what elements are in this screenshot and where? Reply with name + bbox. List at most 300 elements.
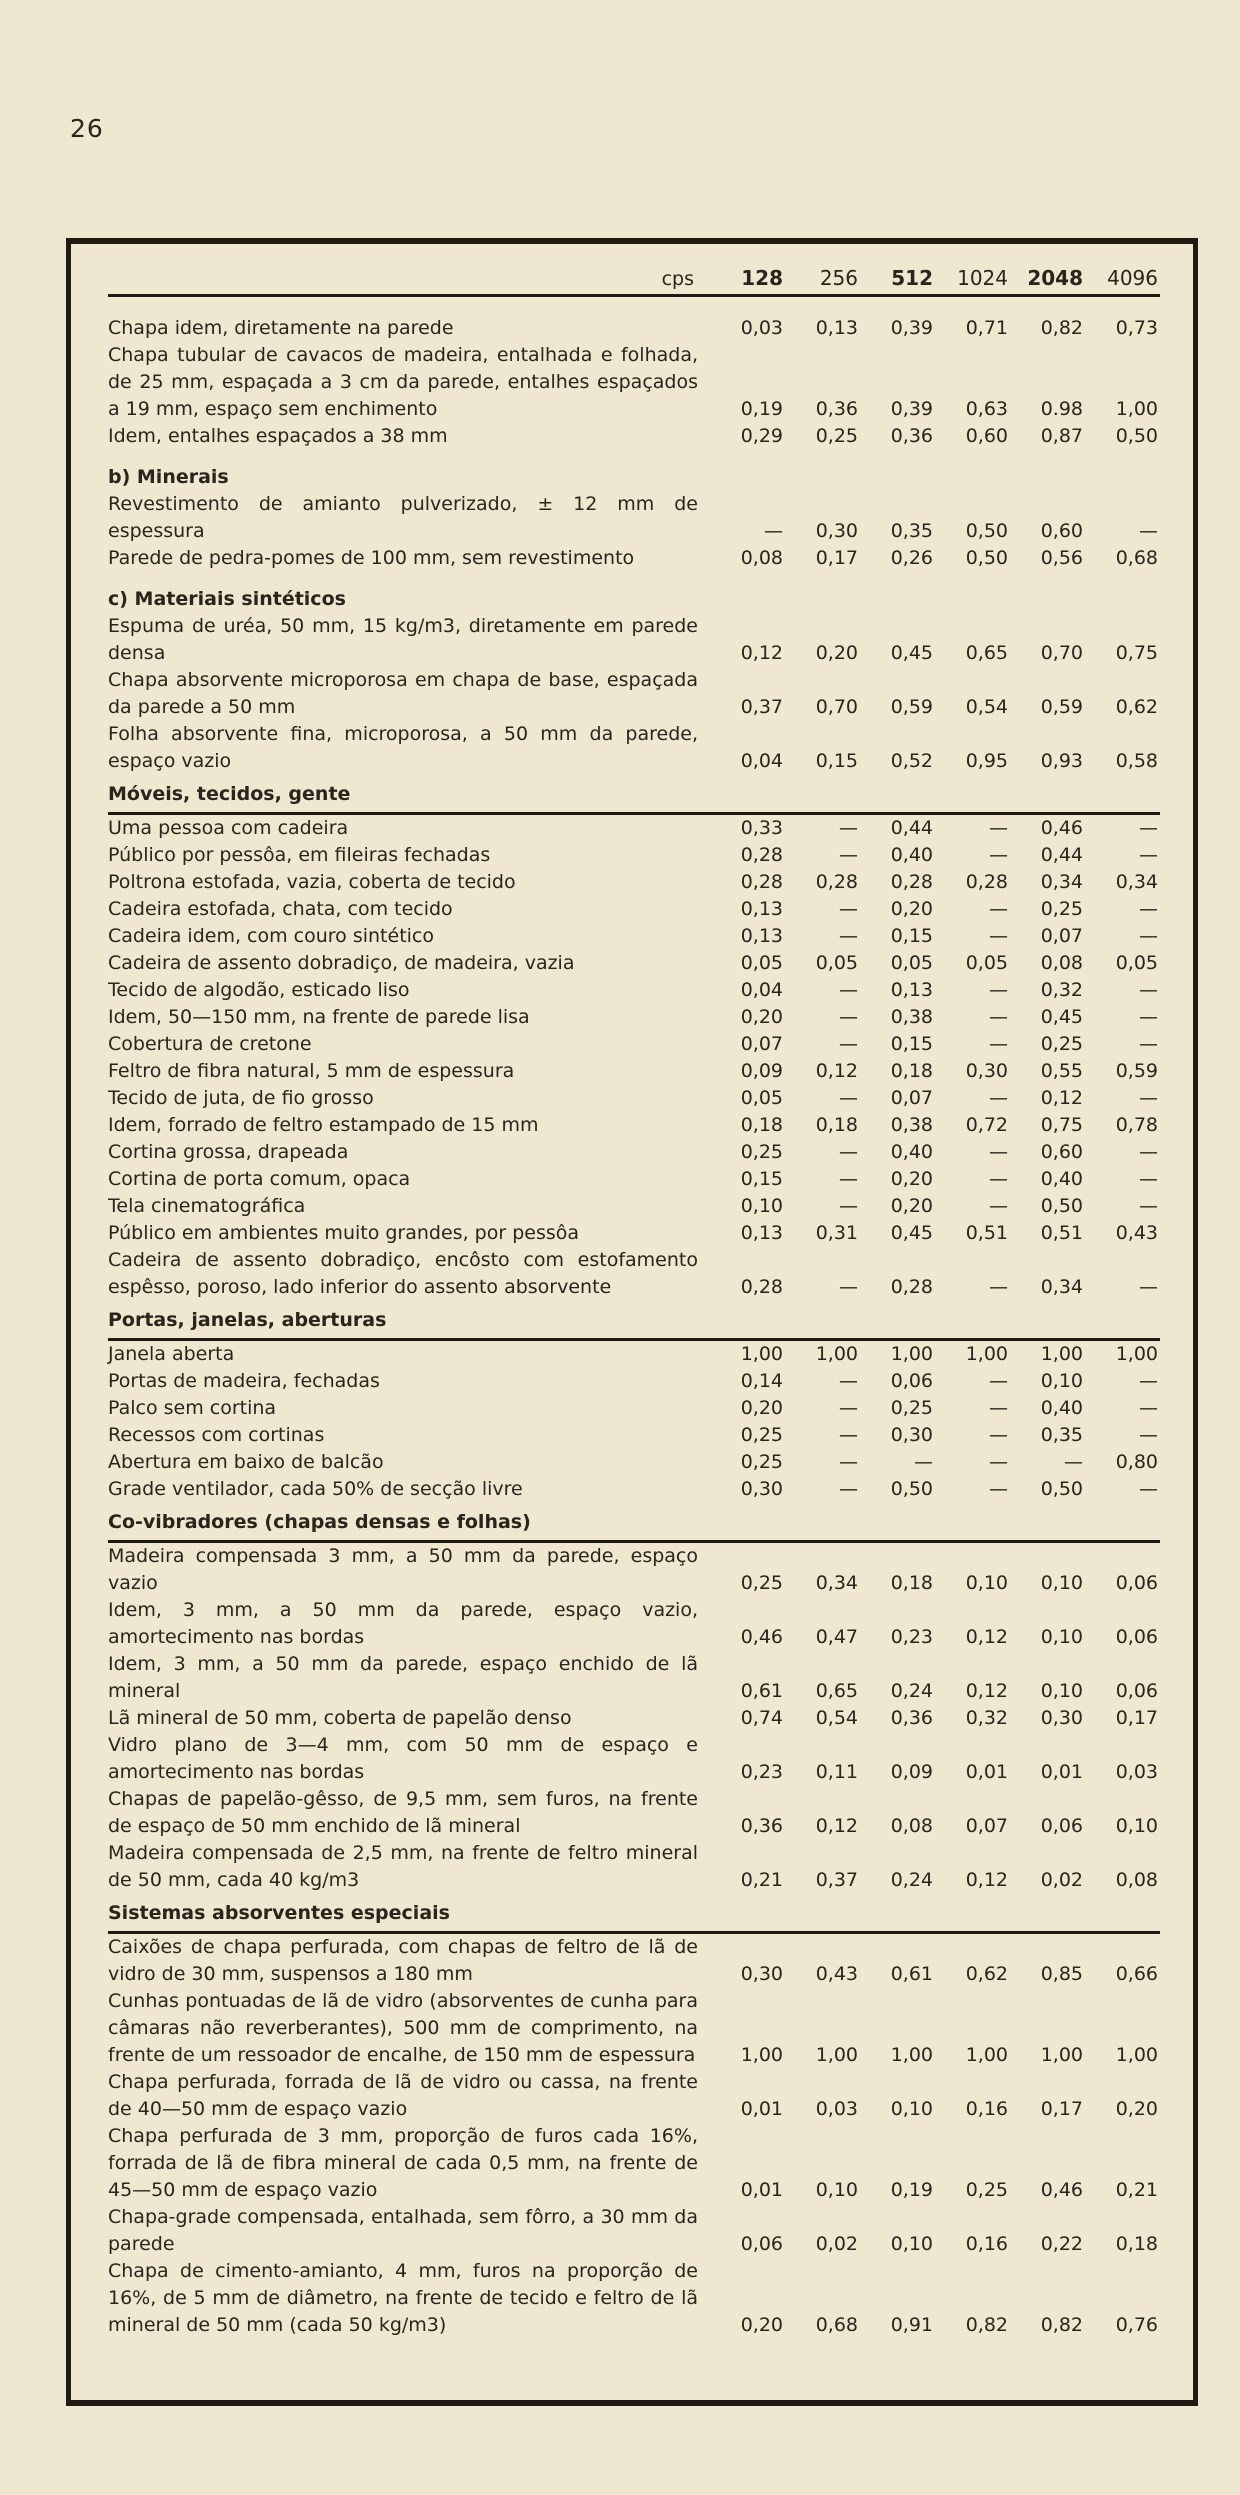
absorption-value: 0,07	[890, 1087, 933, 1109]
absorption-value: 0,17	[1040, 2098, 1083, 2120]
absorption-value: —	[989, 1478, 1008, 1500]
absorption-value: 0,31	[815, 1222, 858, 1244]
absorption-value: —	[1139, 1397, 1158, 1419]
absorption-value: 0,25	[1040, 898, 1083, 920]
absorption-value: 0,01	[1040, 1761, 1083, 1783]
material-description: Idem, 50—150 mm, na frente de parede lisa	[108, 1006, 530, 1028]
material-description: Cadeira de assento dobradiço, de madeira, vazia	[108, 952, 575, 974]
absorption-value: 1,00	[740, 1343, 783, 1365]
absorption-value: 0,09	[740, 1060, 783, 1082]
absorption-value: 0,68	[815, 2314, 858, 2336]
absorption-value: —	[839, 1451, 858, 1473]
absorption-value: 1,00	[740, 2044, 783, 2066]
table-body	[108, 297, 1160, 2339]
table-row	[108, 977, 1160, 1004]
absorption-value: 0,06	[890, 1370, 933, 1392]
absorption-value: —	[1139, 1424, 1158, 1446]
absorption-value: —	[1139, 979, 1158, 1001]
absorption-value: 0,51	[965, 1222, 1008, 1244]
absorption-value: 0,05	[1115, 952, 1158, 974]
material-description: Uma pessoa com cadeira	[108, 817, 349, 839]
absorption-value: —	[1139, 520, 1158, 542]
absorption-value: 0,52	[890, 750, 933, 772]
table-row	[108, 1840, 1160, 1894]
table-row	[108, 613, 1160, 667]
absorption-value: 0,34	[1040, 1276, 1083, 1298]
absorption-value: 0,02	[815, 2233, 858, 2255]
absorption-value: 0,44	[1040, 844, 1083, 866]
absorption-value: 0,70	[815, 696, 858, 718]
material-description: Idem, forrado de feltro estampado de 15 mm	[108, 1114, 539, 1136]
absorption-value: 0,10	[1040, 1626, 1083, 1648]
absorption-value: —	[1139, 1276, 1158, 1298]
absorption-value: 1,00	[815, 2044, 858, 2066]
absorption-value: 0,40	[890, 844, 933, 866]
material-description: Idem, 3 mm, a 50 mm da parede, espaço vazio, amortecimento nas bordas	[108, 1599, 698, 1648]
absorption-value: 0,38	[890, 1006, 933, 1028]
absorption-value: 0,30	[890, 1424, 933, 1446]
table-row	[108, 1934, 1160, 1988]
material-description: Palco sem cortina	[108, 1397, 277, 1419]
absorption-value: 0,07	[740, 1033, 783, 1055]
absorption-value: 0,12	[1040, 1087, 1083, 1109]
absorption-value: 0,45	[1040, 1006, 1083, 1028]
absorption-value: 0,07	[965, 1815, 1008, 1837]
absorption-value: 0,20	[815, 642, 858, 664]
material-description: Janela aberta	[108, 1343, 235, 1365]
absorption-value: 0,20	[890, 898, 933, 920]
absorption-value: 0,36	[740, 1815, 783, 1837]
absorption-value: —	[989, 979, 1008, 1001]
absorption-value: 0,30	[740, 1478, 783, 1500]
absorption-value: 1,00	[965, 1343, 1008, 1365]
absorption-value: 0,25	[740, 1141, 783, 1163]
absorption-value: 0,46	[740, 1626, 783, 1648]
absorption-value: 0,50	[1115, 425, 1158, 447]
absorption-value: 0,28	[740, 871, 783, 893]
absorption-value: 0,19	[740, 398, 783, 420]
absorption-value: 0,34	[815, 1572, 858, 1594]
material-description: Cadeira de assento dobradiço, encôsto com estofamento espêsso, poroso, lado inferior do assento absorvente	[108, 1249, 698, 1298]
absorption-value: 0,60	[965, 425, 1008, 447]
absorption-value: 0,32	[965, 1707, 1008, 1729]
material-description: Tecido de algodão, esticado liso	[108, 979, 410, 1001]
absorption-value: 0,12	[965, 1626, 1008, 1648]
table-row	[108, 1139, 1160, 1166]
absorption-value: —	[989, 1451, 1008, 1473]
table-row	[108, 1732, 1160, 1786]
absorption-value: 0,70	[1040, 642, 1083, 664]
absorption-value: 0,09	[890, 1761, 933, 1783]
material-description: Chapa de cimento-amianto, 4 mm, furos na proporção de 16%, de 5 mm de diâmetro, na frente de tecido e feltro de lã mineral de 50 mm (cada 50 kg/m3)	[108, 2260, 698, 2336]
material-description: Idem, entalhes espaçados a 38 mm	[108, 425, 448, 447]
absorption-value: 0,75	[1115, 642, 1158, 664]
absorption-value: 0,38	[890, 1114, 933, 1136]
absorption-value: 0,20	[740, 2314, 783, 2336]
absorption-value: 0,13	[740, 925, 783, 947]
section-heading: Sistemas absorventes especiais	[108, 1900, 1160, 1934]
absorption-value: —	[764, 520, 783, 542]
absorption-value: 0,30	[815, 520, 858, 542]
absorption-value: 0,20	[740, 1006, 783, 1028]
absorption-value: 0,18	[815, 1114, 858, 1136]
absorption-value: 0,43	[1115, 1222, 1158, 1244]
material-description: Tela cinematográfica	[108, 1195, 306, 1217]
absorption-value: 0,13	[740, 1222, 783, 1244]
absorption-value: 0,39	[890, 317, 933, 339]
absorption-value: 0,18	[890, 1060, 933, 1082]
absorption-value: 0,73	[1115, 317, 1158, 339]
absorption-value: 1,00	[1040, 1343, 1083, 1365]
table-row	[108, 2123, 1160, 2204]
material-description: Chapa perfurada de 3 mm, proporção de furos cada 16%, forrada de lã de fibra mineral de cada 0,5 mm, na frente de 45—50 mm de espaço vazio	[108, 2125, 698, 2201]
table-row	[108, 842, 1160, 869]
absorption-value: 0,25	[740, 1451, 783, 1473]
table-row	[108, 1543, 1160, 1597]
absorption-value: 0,18	[890, 1572, 933, 1594]
absorption-value: —	[989, 844, 1008, 866]
material-description: Parede de pedra-pomes de 100 mm, sem revestimento	[108, 547, 635, 569]
absorption-value: 1,00	[890, 2044, 933, 2066]
absorption-value: 0,30	[1040, 1707, 1083, 1729]
absorption-value: 0,28	[965, 871, 1008, 893]
absorption-value: 0,04	[740, 750, 783, 772]
absorption-value: 0,46	[1040, 2179, 1083, 2201]
table-row	[108, 1112, 1160, 1139]
absorption-value: 0,34	[1115, 871, 1158, 893]
absorption-value: 0,10	[1040, 1370, 1083, 1392]
absorption-value: 0,76	[1115, 2314, 1158, 2336]
absorption-value: 0,18	[740, 1114, 783, 1136]
absorption-value: 0,71	[965, 317, 1008, 339]
absorption-value: 0,13	[890, 979, 933, 1001]
absorption-value: 0,05	[965, 952, 1008, 974]
absorption-value: 0.98	[1040, 398, 1083, 420]
absorption-value: 0,28	[740, 844, 783, 866]
absorption-value: 0,03	[740, 317, 783, 339]
absorption-value: —	[839, 844, 858, 866]
table-row	[108, 491, 1160, 545]
absorption-value: 0,60	[1040, 520, 1083, 542]
absorption-value: 0,56	[1040, 547, 1083, 569]
absorption-value: 0,87	[1040, 425, 1083, 447]
absorption-value: 0,25	[890, 1397, 933, 1419]
absorption-value: —	[1139, 1195, 1158, 1217]
material-description: Espuma de uréa, 50 mm, 15 kg/m3, diretamente em parede densa	[108, 615, 698, 664]
absorption-value: 0,01	[740, 2098, 783, 2120]
absorption-value: —	[839, 1141, 858, 1163]
freq-header: 2048	[1027, 266, 1083, 290]
material-description: Feltro de fibra natural, 5 mm de espessura	[108, 1060, 515, 1082]
absorption-value: 0,78	[1115, 1114, 1158, 1136]
absorption-value: 0,58	[1115, 750, 1158, 772]
table-row	[108, 1422, 1160, 1449]
absorption-value: 0,28	[815, 871, 858, 893]
section-heading: Co-vibradores (chapas densas e folhas)	[108, 1509, 1160, 1543]
absorption-value: —	[989, 817, 1008, 839]
absorption-value: 0,10	[740, 1195, 783, 1217]
absorption-value: 0,23	[890, 1626, 933, 1648]
absorption-value: 0,24	[890, 1680, 933, 1702]
freq-header: 512	[891, 266, 933, 290]
absorption-value: 0,54	[965, 696, 1008, 718]
absorption-value: 0,93	[1040, 750, 1083, 772]
absorption-value: 0,91	[890, 2314, 933, 2336]
absorption-value: —	[989, 1397, 1008, 1419]
absorption-value: —	[839, 1195, 858, 1217]
absorption-value: 0,21	[740, 1869, 783, 1891]
table-row	[108, 923, 1160, 950]
absorption-value: 0,37	[740, 696, 783, 718]
absorption-value: 0,74	[740, 1707, 783, 1729]
absorption-value: 1,00	[1115, 1343, 1158, 1365]
absorption-value: —	[839, 1478, 858, 1500]
absorption-value: 0,02	[1040, 1869, 1083, 1891]
absorption-value: 0,25	[740, 1572, 783, 1594]
material-description: Cadeira idem, com couro sintético	[108, 925, 434, 947]
absorption-value: 0,16	[965, 2233, 1008, 2255]
material-description: Chapa idem, diretamente na parede	[108, 317, 454, 339]
absorption-value: 0,06	[1115, 1626, 1158, 1648]
material-description: Cortina de porta comum, opaca	[108, 1168, 411, 1190]
table-row	[108, 869, 1160, 896]
absorption-value: 0,20	[890, 1168, 933, 1190]
absorption-value: 0,95	[965, 750, 1008, 772]
absorption-value: 0,20	[890, 1195, 933, 1217]
material-description: Chapa perfurada, forrada de lã de vidro ou cassa, na frente de 40—50 mm de espaço vazio	[108, 2071, 698, 2120]
table-row	[108, 2258, 1160, 2339]
material-description: Cadeira estofada, chata, com tecido	[108, 898, 453, 920]
absorption-value: —	[1139, 898, 1158, 920]
absorption-value: 0,30	[740, 1963, 783, 1985]
absorption-value: 0,40	[890, 1141, 933, 1163]
table-row	[108, 1988, 1160, 2069]
absorption-value: 0,61	[890, 1963, 933, 1985]
section-heading: c) Materiais sintéticos	[108, 588, 346, 610]
absorption-value: 0,08	[1115, 1869, 1158, 1891]
table-row	[108, 1786, 1160, 1840]
absorption-value: 0,50	[1040, 1478, 1083, 1500]
absorption-value: 0,06	[1115, 1680, 1158, 1702]
absorption-value: 1,00	[815, 1343, 858, 1365]
absorption-value: 0,06	[1040, 1815, 1083, 1837]
absorption-value: 1,00	[1040, 2044, 1083, 2066]
absorption-value: 0,24	[890, 1869, 933, 1891]
absorption-value: —	[839, 1033, 858, 1055]
absorption-value: —	[839, 979, 858, 1001]
absorption-value: 0,05	[815, 952, 858, 974]
absorption-value: 1,00	[890, 1343, 933, 1365]
table-row	[108, 1341, 1160, 1368]
absorption-value: 0,40	[1040, 1168, 1083, 1190]
absorption-value: 0,85	[1040, 1963, 1083, 1985]
table-row	[108, 721, 1160, 775]
absorption-value: 0,20	[740, 1397, 783, 1419]
absorption-table	[108, 252, 1160, 2339]
section-heading: Portas, janelas, aberturas	[108, 1307, 1160, 1341]
table-row	[108, 1247, 1160, 1301]
freq-header: 128	[741, 266, 783, 290]
table-row	[108, 1193, 1160, 1220]
absorption-value: 0,11	[815, 1761, 858, 1783]
table-row	[108, 896, 1160, 923]
absorption-value: 0,82	[965, 2314, 1008, 2336]
absorption-value: 0,46	[1040, 817, 1083, 839]
freq-header: 1024	[957, 266, 1008, 290]
material-description: Chapa tubular de cavacos de madeira, entalhada e folhada, de 25 mm, espaçada a 3 cm da parede, entalhes espaçados a 19 mm, espaço sem enchimento	[108, 344, 698, 420]
table-row	[108, 1085, 1160, 1112]
material-description: Caixões de chapa perfurada, com chapas de feltro de lã de vidro de 30 mm, suspensos a 180 mm	[108, 1936, 698, 1985]
absorption-value: 0,45	[890, 642, 933, 664]
freq-header: 4096	[1107, 266, 1158, 290]
absorption-value: —	[1139, 1087, 1158, 1109]
absorption-value: 0,59	[1040, 696, 1083, 718]
absorption-value: 0,25	[740, 1424, 783, 1446]
absorption-value: 0,36	[890, 425, 933, 447]
absorption-value: 0,54	[815, 1707, 858, 1729]
absorption-value: 0,39	[890, 398, 933, 420]
absorption-value: 0,62	[1115, 696, 1158, 718]
absorption-value: 1,00	[965, 2044, 1008, 2066]
absorption-value: 0,13	[740, 898, 783, 920]
absorption-value: —	[1139, 1478, 1158, 1500]
absorption-value: —	[989, 1006, 1008, 1028]
absorption-value: 0,43	[815, 1963, 858, 1985]
absorption-value: 0,17	[1115, 1707, 1158, 1729]
absorption-value: 0,06	[740, 2233, 783, 2255]
absorption-value: 0,35	[890, 520, 933, 542]
absorption-value: 0,55	[1040, 1060, 1083, 1082]
table-row	[108, 1651, 1160, 1705]
table-row	[108, 2069, 1160, 2123]
absorption-value: —	[1139, 1141, 1158, 1163]
absorption-value: 0,75	[1040, 1114, 1083, 1136]
absorption-value: 0,26	[890, 547, 933, 569]
absorption-value: —	[839, 925, 858, 947]
absorption-value: 0,15	[815, 750, 858, 772]
table-row	[108, 1368, 1160, 1395]
material-description: Cortina grossa, drapeada	[108, 1141, 349, 1163]
table-row	[108, 1004, 1160, 1031]
absorption-value: —	[989, 925, 1008, 947]
absorption-value: 0,47	[815, 1626, 858, 1648]
material-description: Grade ventilador, cada 50% de secção livre	[108, 1478, 523, 1500]
absorption-value: 0,23	[740, 1761, 783, 1783]
material-description: Lã mineral de 50 mm, coberta de papelão denso	[108, 1707, 572, 1729]
absorption-value: 0,17	[815, 547, 858, 569]
absorption-value: 0,15	[890, 1033, 933, 1055]
absorption-value: 0,05	[740, 952, 783, 974]
material-description: Portas de madeira, fechadas	[108, 1370, 380, 1392]
absorption-value: —	[1064, 1451, 1083, 1473]
absorption-value: 0,20	[1115, 2098, 1158, 2120]
absorption-value: —	[1139, 1006, 1158, 1028]
absorption-value: 0,36	[890, 1707, 933, 1729]
absorption-value: —	[1139, 1168, 1158, 1190]
table-row	[108, 2204, 1160, 2258]
absorption-value: 0,82	[1040, 317, 1083, 339]
absorption-value: 0,59	[890, 696, 933, 718]
absorption-value: 0,60	[1040, 1141, 1083, 1163]
absorption-value: 0,50	[965, 520, 1008, 542]
material-description: Cunhas pontuadas de lã de vidro (absorventes de cunha para câmaras não reverberantes), 500 mm de comprimento, na frente de um ressoador de encalhe, de 150 mm de espessura	[108, 1990, 698, 2066]
absorption-value: 0,10	[965, 1572, 1008, 1594]
spacer	[108, 297, 1160, 315]
absorption-value: —	[1139, 1033, 1158, 1055]
table-row	[108, 1220, 1160, 1247]
absorption-value: 0,16	[965, 2098, 1008, 2120]
absorption-value: —	[839, 1276, 858, 1298]
table-row	[108, 342, 1160, 423]
table-row	[108, 1476, 1160, 1503]
absorption-value: —	[989, 1033, 1008, 1055]
absorption-value: —	[1139, 844, 1158, 866]
absorption-value: —	[989, 1276, 1008, 1298]
table-row	[108, 667, 1160, 721]
absorption-value: 0,10	[1040, 1572, 1083, 1594]
absorption-value: —	[914, 1451, 933, 1473]
material-description: Cobertura de cretone	[108, 1033, 312, 1055]
absorption-value: 0,01	[965, 1761, 1008, 1783]
absorption-value: —	[1139, 817, 1158, 839]
absorption-value: 0,29	[740, 425, 783, 447]
absorption-value: 0,37	[815, 1869, 858, 1891]
absorption-value: 0,34	[1040, 871, 1083, 893]
material-description: Madeira compensada 3 mm, a 50 mm da parede, espaço vazio	[108, 1545, 698, 1594]
absorption-value: 0,80	[1115, 1451, 1158, 1473]
absorption-value: 0,65	[815, 1680, 858, 1702]
absorption-value: 0,50	[890, 1478, 933, 1500]
table-row	[108, 1166, 1160, 1193]
absorption-value: 0,05	[890, 952, 933, 974]
material-description: Recessos com cortinas	[108, 1424, 325, 1446]
absorption-value: 0,40	[1040, 1397, 1083, 1419]
absorption-value: 0,45	[890, 1222, 933, 1244]
absorption-value: 0,04	[740, 979, 783, 1001]
absorption-value: 1,00	[1115, 2044, 1158, 2066]
absorption-value: 0,33	[740, 817, 783, 839]
material-description: Idem, 3 mm, a 50 mm da parede, espaço enchido de lã mineral	[108, 1653, 698, 1702]
absorption-value: 0,66	[1115, 1963, 1158, 1985]
freq-header: 256	[819, 266, 858, 290]
absorption-value: 0,10	[1115, 1815, 1158, 1837]
absorption-value: 0,03	[815, 2098, 858, 2120]
absorption-value: 0,68	[1115, 547, 1158, 569]
absorption-value: —	[989, 1168, 1008, 1190]
absorption-value: 0,10	[815, 2179, 858, 2201]
absorption-value: —	[839, 1424, 858, 1446]
absorption-value: —	[1139, 925, 1158, 947]
absorption-value: 0,12	[740, 642, 783, 664]
absorption-value: 0,25	[815, 425, 858, 447]
absorption-value: 0,44	[890, 817, 933, 839]
absorption-value: 0,28	[740, 1276, 783, 1298]
section-heading: b) Minerais	[108, 466, 229, 488]
table-row	[108, 815, 1160, 842]
section-heading: Móveis, tecidos, gente	[108, 781, 1160, 815]
absorption-value: 0,28	[890, 871, 933, 893]
absorption-value: —	[989, 1195, 1008, 1217]
absorption-value: —	[839, 898, 858, 920]
absorption-value: —	[839, 817, 858, 839]
table-row	[108, 423, 1160, 450]
absorption-value: 0,10	[890, 2233, 933, 2255]
absorption-value: 0,82	[1040, 2314, 1083, 2336]
material-description: Revestimento de amianto pulverizado, ± 12 mm de espessura	[108, 493, 698, 542]
absorption-value: —	[989, 1087, 1008, 1109]
absorption-value: 0,19	[890, 2179, 933, 2201]
absorption-value: —	[989, 898, 1008, 920]
